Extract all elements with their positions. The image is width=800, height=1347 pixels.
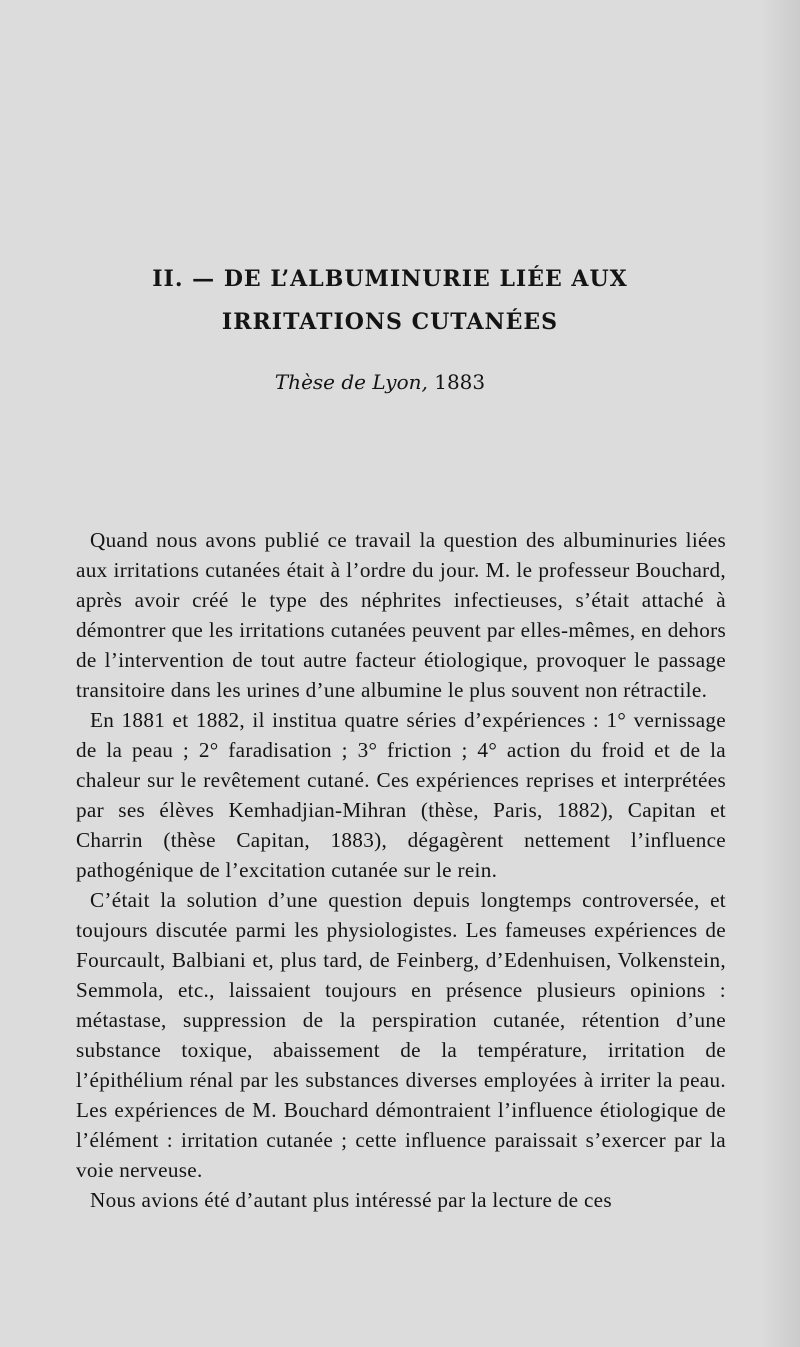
body-text <box>76 525 726 1215</box>
chapter-title-line-2: IRRITATIONS CUTANÉES <box>221 309 559 335</box>
paragraph-3: C’était la solution d’une question depuis longtemps controversée, et toujours discutée parmi les physiologistes. Les fameuses expériences de Fourcault, Balbiani et, plus tard, de Feinberg, d’Edenhuisen, Volkenstein, Semmola, etc., laissaient toujours en présence plusieurs opinions : métastase, suppression de la perspiration cutanée, rétention d’une substance toxique, abaissement de la température, irritation de l’épithélium rénal par les substances diverses employées à irriter la peau. Les expériences de M. Bouchard démontraient l’influence étiologique de l’élément : irritation cutanée ; cette influence paraissait s’exercer par la voie nerveuse. <box>76 888 726 1182</box>
chapter-title-line-1: II. — DE L’ALBUMINURIE LIÉE AUX <box>152 266 628 292</box>
paragraph-2: En 1881 et 1882, il institua quatre séries d’expériences : 1° vernissage de la peau ; 2° faradisation ; 3° friction ; 4° action du froid et de la chaleur sur le revêtement cutané. Ces expériences reprises et interprétées par ses élèves Kemhadjian-Mihran (thèse, Paris, 1882), Capitan et Charrin (thèse Capitan, 1883), dégagèrent nettement l’influence pathogénique de l’excitation cutanée sur le rein. <box>76 708 726 882</box>
thesis-source: Thèse de Lyon, <box>274 370 428 394</box>
paragraph-1: Quand nous avons publié ce travail la question des albuminuries liées aux irritations cutanées était à l’ordre du jour. M. le professeur Bouchard, après avoir créé le type des néphrites infectieuses, s’était attaché à démontrer que les irritations cutanées peuvent par elles-mêmes, en dehors de l’intervention de tout autre facteur étiologique, provoquer le passage transitoire dans les urines d’une albumine le plus souvent non rétractile. <box>76 528 726 702</box>
paragraph-4: Nous avions été d’autant plus intéressé par la lecture de ces <box>90 1188 612 1212</box>
thesis-year: 1883 <box>434 370 486 394</box>
thesis-reference <box>0 370 760 394</box>
